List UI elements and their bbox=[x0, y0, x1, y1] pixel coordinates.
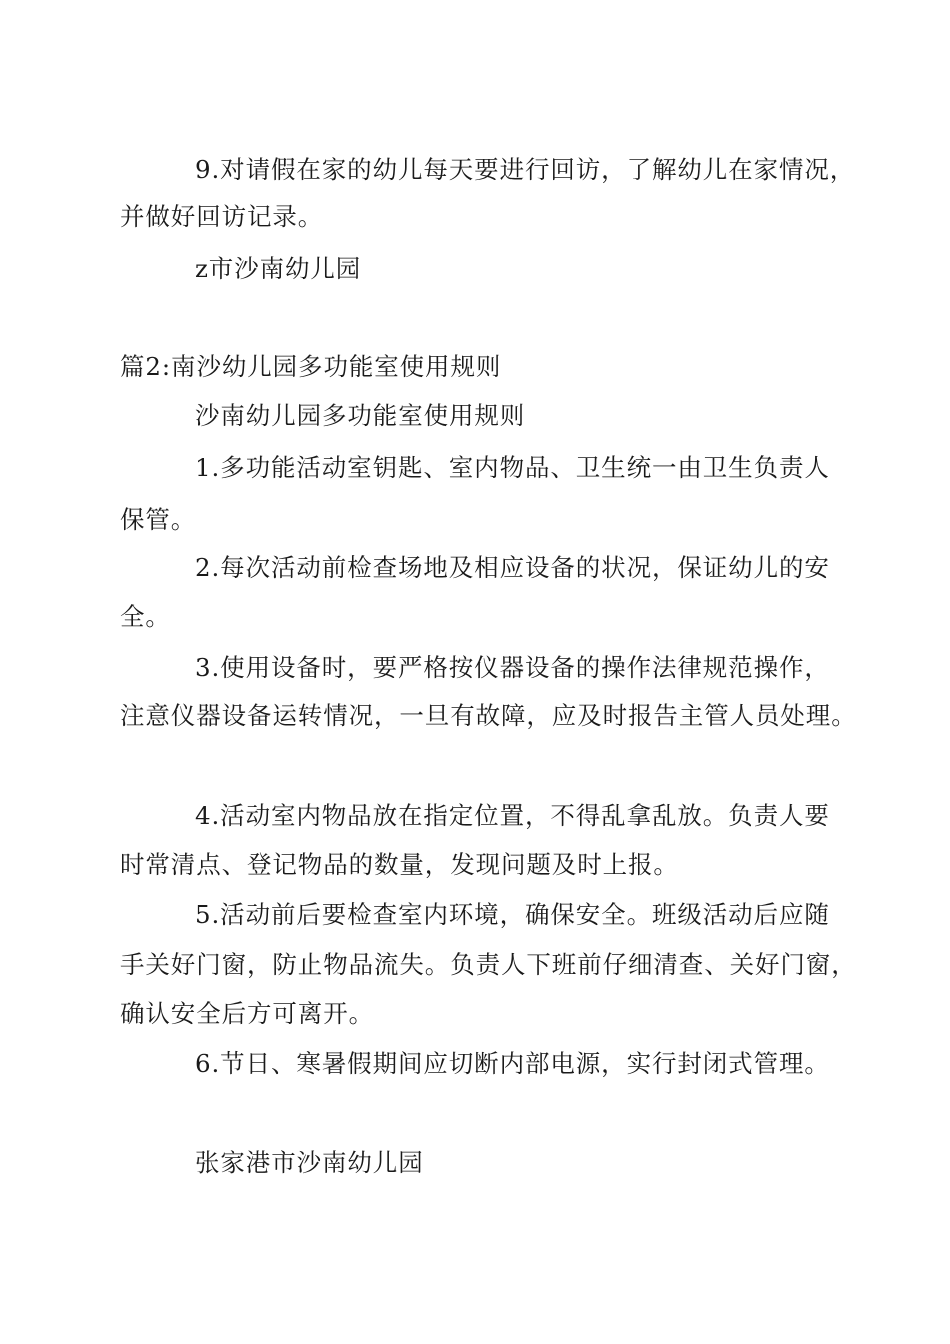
rule3-line2: 注意仪器设备运转情况，一旦有故障，应及时报告主管人员处理。 bbox=[120, 701, 857, 730]
rule3-line1: 3.使用设备时，要严格按仪器设备的操作法律规范操作， bbox=[195, 653, 830, 682]
rule2-line1: 2.每次活动前检查场地及相应设备的状况，保证幼儿的安 bbox=[195, 553, 830, 582]
rule4-line1: 4.活动室内物品放在指定位置，不得乱拿乱放。负责人要 bbox=[195, 801, 830, 830]
rule4-line2: 时常清点、登记物品的数量，发现问题及时上报。 bbox=[120, 850, 679, 879]
rule1-line1: 1.多功能活动室钥匙、室内物品、卫生统一由卫生负责人 bbox=[195, 453, 830, 482]
signature-1: z市沙南幼儿园 bbox=[195, 254, 362, 283]
para9-line1: 9.对请假在家的幼儿每天要进行回访，了解幼儿在家情况， bbox=[195, 155, 856, 184]
rule1-line2: 保管。 bbox=[120, 505, 197, 534]
rule5-line1: 5.活动前后要检查室内环境，确保安全。班级活动后应随 bbox=[195, 900, 830, 929]
section2-heading: 篇2:南沙幼儿园多功能室使用规则 bbox=[120, 352, 502, 381]
rule5-line3: 确认安全后方可离开。 bbox=[120, 999, 374, 1028]
section2-title: 沙南幼儿园多功能室使用规则 bbox=[195, 401, 526, 430]
rule2-line2: 全。 bbox=[120, 602, 171, 631]
rule5-line2: 手关好门窗，防止物品流失。负责人下班前仔细清查、关好门窗， bbox=[120, 950, 857, 979]
signature-2: 张家港市沙南幼儿园 bbox=[195, 1148, 424, 1177]
rule6-line1: 6.节日、寒暑假期间应切断内部电源，实行封闭式管理。 bbox=[195, 1049, 830, 1078]
para9-line2: 并做好回访记录。 bbox=[120, 202, 324, 231]
